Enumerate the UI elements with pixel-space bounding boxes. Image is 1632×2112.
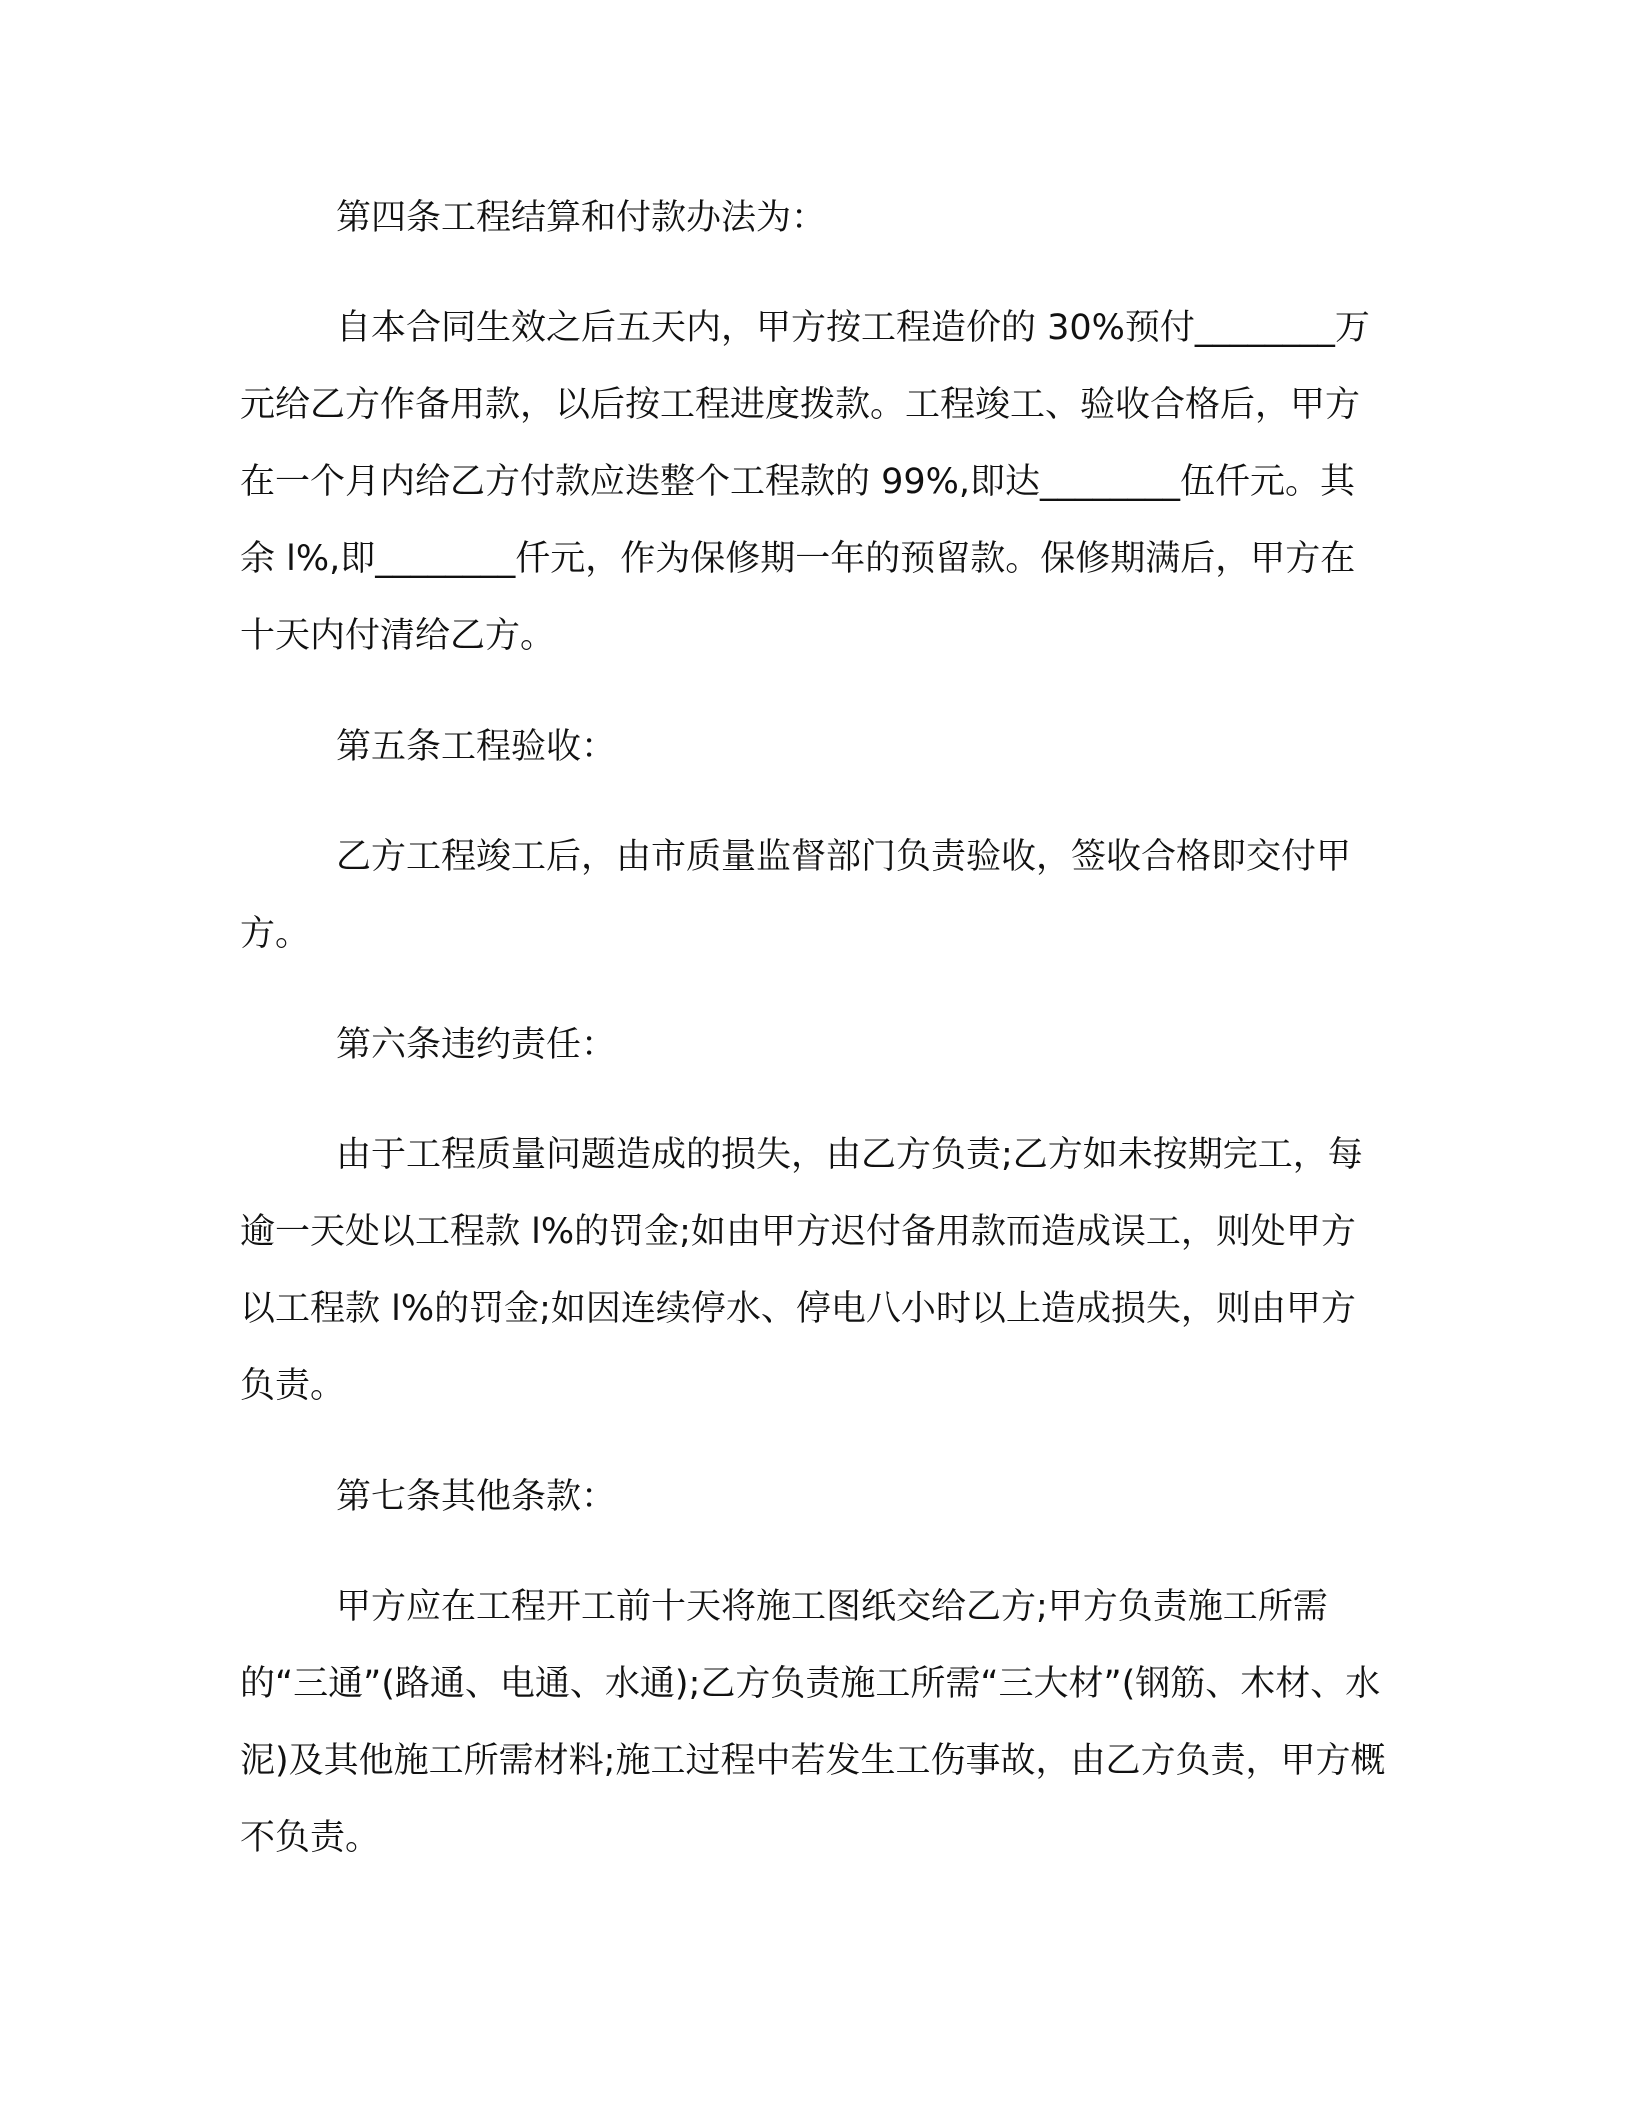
document-page xyxy=(240,190,1390,1921)
section-heading-article-7: 第七条其他条款： xyxy=(336,1477,617,1517)
section-paragraph-article-4: 自本合同生效之后五天内，甲方按工程造价的 30%预付________万元给乙方作备用款，以后按工程进度拨款。工程竣工、验收合格后，甲方在一个月内给乙方付款应迭整个工程款的 99%,即达________伍仟元。其余 l%,即________仟元，作为保修期一年的预留款。保修期满后，甲方在十天内付清给乙方。 xyxy=(240,308,1370,656)
section-heading-article-5: 第五条工程验收： xyxy=(336,727,617,767)
section-paragraph-article-6: 由于工程质量问题造成的损失，由乙方负责;乙方如未按期完工，每逾一天处以工程款 l%的罚金;如由甲方迟付备用款而造成误工，则处甲方以工程款 l%的罚金;如因连续停水、停电八小时以上造成损失，则由甲方负责。 xyxy=(240,1135,1363,1406)
section-heading-article-6: 第六条违约责任： xyxy=(336,1025,617,1065)
section-paragraph-article-7: 甲方应在工程开工前十天将施工图纸交给乙方;甲方负责施工所需的“三通”(路通、电通、水通);乙方负责施工所需“三大材”(钢筋、木材、水泥)及其他施工所需材料;施工过程中若发生工伤事故，由乙方负责，甲方概不负责。 xyxy=(240,1587,1386,1858)
section-heading-article-4: 第四条工程结算和付款办法为： xyxy=(336,198,827,238)
section-paragraph-article-5: 乙方工程竣工后，由市质量监督部门负责验收，签收合格即交付甲方。 xyxy=(240,837,1352,954)
